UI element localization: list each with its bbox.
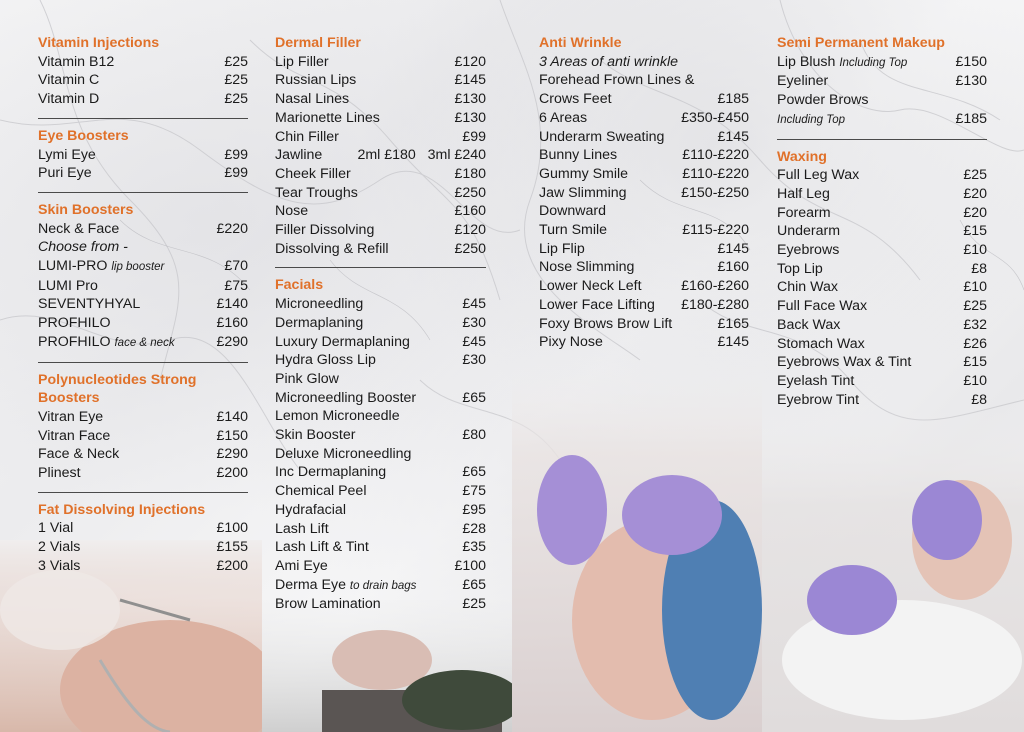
item-name: Stomach Wax [777,335,865,352]
price-row [275,240,486,259]
item-name: Lash Lift & Tint [275,539,369,556]
item-name: Forehead Frown Lines & [539,72,695,89]
price-row [539,202,749,221]
item-name: 1 Vial [38,520,74,537]
price-row [275,184,486,203]
item-price: £99 [224,165,248,182]
price-row [539,146,749,165]
item-name: Hydrafacial [275,501,346,518]
price-row [777,91,987,110]
item-price: £220 [216,220,248,237]
item-price: £160-£260 [681,278,749,295]
section-divider [38,192,248,193]
price-row [275,595,486,614]
item-name: 6 Areas [539,109,588,126]
item-price: £145 [454,72,486,89]
item-name: Full Leg Wax [777,167,860,184]
price-row [38,238,248,257]
price-column-2 [275,34,486,614]
price-row [539,53,749,72]
section-divider [777,139,987,140]
item-price: £160 [717,259,749,276]
price-row [539,165,749,184]
item-price: £25 [963,298,987,315]
section-waxing [777,148,987,410]
item-name: Lip Blush [777,53,836,70]
price-row [275,202,486,221]
price-row [539,315,749,334]
price-row [539,71,749,90]
item-name: Inc Dermaplaning [275,464,387,481]
item-price: £100 [454,557,486,574]
price-row [275,90,486,109]
item-price: £80 [462,427,486,444]
price-row [777,110,987,130]
item-price: £15 [963,354,987,371]
price-row [275,295,486,314]
item-name: Underarm Sweating [539,128,665,145]
price-row [38,71,248,90]
item-price: £130 [454,91,486,108]
item-name: 2 Vials [38,539,81,556]
item-name: Vitamin D [38,91,100,108]
price-row [275,351,486,370]
item-name: Microneedling [275,296,364,313]
item-price: £165 [717,315,749,332]
item-price: £32 [963,316,987,333]
item-name: Turn Smile [539,222,608,239]
price-row [38,333,248,353]
item-name: Pink Glow [275,370,339,387]
item-name: Foxy Brows Brow Lift [539,315,673,332]
item-name: Deluxe Microneedling [275,445,412,462]
treatment-photo-dermaplaning [262,600,512,732]
price-row [275,501,486,520]
price-row [539,90,749,109]
item-name: Nasal Lines [275,91,350,108]
price-row [275,576,486,596]
item-price: £250 [454,240,486,257]
price-row [777,372,987,391]
item-price: £155 [216,539,248,556]
section-title: Anti Wrinkle [539,35,622,51]
item-price: £65 [462,464,486,481]
item-price: £290 [216,333,248,350]
item-price: £350-£450 [681,109,749,126]
item-name: Lash Lift [275,520,329,537]
item-name: Eyebrows Wax & Tint [777,354,912,371]
item-name: Nose [275,203,309,220]
item-name-group [275,576,416,596]
section-skin-boosters [38,201,248,353]
price-row [38,257,248,277]
price-row [539,240,749,259]
price-row [275,520,486,539]
price-row [539,221,749,240]
item-name: Crows Feet [539,91,612,108]
section-title: Semi Permanent Makeup [777,35,945,51]
section-fat-dissolving [38,501,248,576]
item-name: LUMI Pro [38,277,98,294]
item-price: £75 [224,277,248,294]
item-price: £185 [955,110,987,127]
item-price: £140 [216,408,248,425]
section-dermal-filler [275,34,486,258]
price-row [38,53,248,72]
item-price: £200 [216,465,248,482]
price-row [275,538,486,557]
item-price: £115-£220 [682,222,749,239]
item-name: Tear Troughs [275,184,358,201]
price-column-1 [38,34,248,576]
item-price: £160 [454,203,486,220]
price-row [38,557,248,576]
section-divider [38,118,248,119]
price-row [539,333,749,352]
price-row [539,258,749,277]
item-price: £110-£220 [682,147,749,164]
item-name: Chin Filler [275,128,339,145]
section-title: Eye Boosters [38,127,129,144]
item-name: Eyebrow Tint [777,391,860,408]
price-row [275,146,486,165]
item-price: £250 [454,184,486,201]
price-row [777,222,987,241]
price-row [38,464,248,483]
price-row [275,389,486,408]
item-name: Half Leg [777,185,830,202]
section-divider [275,267,486,268]
section-facials [275,276,486,614]
item-name: Lemon Microneedle [275,408,400,425]
item-name: Lip Filler [275,53,329,70]
item-name-group [777,110,845,130]
item-name: Cheek Filler [275,165,351,182]
price-row [38,164,248,183]
price-row [539,109,749,128]
price-row [777,278,987,297]
item-name: Dermaplaning [275,314,364,331]
item-name: SEVENTYHYAL [38,296,141,313]
item-price: £45 [462,296,486,313]
price-row [275,165,486,184]
price-row [777,185,987,204]
item-name: Powder Brows [777,92,869,109]
price-row [275,109,486,128]
item-price: £20 [963,204,987,221]
price-row [38,445,248,464]
item-name: Forearm [777,204,831,221]
item-name: Filler Dissolving [275,222,375,239]
price-column-3 [539,34,749,352]
price-row [275,314,486,333]
price-row [777,166,987,185]
item-price: £130 [955,73,987,90]
item-price: £10 [963,279,987,296]
price-row [275,53,486,72]
item-price: £35 [462,539,486,556]
price-row [539,128,749,147]
price-column-4 [777,34,987,409]
item-name-group [38,257,164,277]
item-price: £95 [462,501,486,518]
item-name: Hydra Gloss Lip [275,352,376,369]
section-title: Facials [275,277,324,294]
item-price: £145 [717,334,749,351]
item-name: Eyeliner [777,73,829,90]
item-price: £45 [462,333,486,350]
item-name: 3 Vials [38,557,81,574]
item-price: £25 [963,167,987,184]
price-row [275,482,486,501]
dermaplaning-photo-art [262,600,512,732]
price-row [777,260,987,279]
item-name: Top Lip [777,260,823,277]
item-price: £10 [963,372,987,389]
item-name: Chemical Peel [275,483,367,500]
price-row [275,407,486,426]
price-row [38,295,248,314]
section-polynucleotides [38,371,248,483]
item-name: Microneedling Booster [275,389,417,406]
section-title: Polynucleotides Strong Boosters [38,371,197,407]
item-price: £145 [717,128,749,145]
item-name: Gummy Smile [539,165,629,182]
item-price: £25 [224,91,248,108]
price-row [777,297,987,316]
item-name: Lower Neck Left [539,278,642,295]
anti-wrinkle-photo-art [512,360,762,732]
price-row [275,557,486,576]
item-price: £30 [462,314,486,331]
item-name: Vitamin B12 [38,53,115,70]
item-price: £25 [224,53,248,70]
price-row [38,90,248,109]
price-row [275,128,486,147]
item-price: £99 [224,146,248,163]
item-price: £65 [462,389,486,406]
item-name: Chin Wax [777,279,838,296]
item-price: £140 [216,296,248,313]
item-name: 3 Areas of anti wrinkle [539,53,679,70]
section-title: Waxing [777,148,827,165]
item-name: PROFHILO [38,315,111,332]
price-row [777,53,987,73]
section-divider [38,362,248,363]
item-note: Including Top [839,56,908,69]
item-price: £110-£220 [682,165,749,182]
item-price: £150-£250 [681,184,749,201]
item-price: £100 [216,520,248,537]
item-name: Bunny Lines [539,147,618,164]
section-eye-boosters [38,127,248,183]
item-price: £65 [462,576,486,593]
item-note: to drain bags [349,579,417,592]
item-name: Luxury Dermaplaning [275,333,410,350]
item-name: Lip Flip [539,240,585,257]
item-price: £25 [224,72,248,89]
item-name: Nose Slimming [539,259,635,276]
item-name: PROFHILO [38,333,111,350]
price-row [777,204,987,223]
neck-photo-art [762,410,1024,732]
item-note: lip booster [111,261,165,274]
item-note: Including Top [777,113,845,126]
price-row [38,220,248,239]
item-price: £290 [216,446,248,463]
price-row [275,71,486,90]
price-row [38,408,248,427]
item-name: Face & Neck [38,446,120,463]
item-name: Pixy Nose [539,334,603,351]
item-name: Brow Lamination [275,596,381,613]
treatment-photo-neck [762,410,1024,732]
item-price: £30 [462,352,486,369]
item-price: £8 [971,260,987,277]
item-name: Vitran Eye [38,408,104,425]
item-price: £99 [462,128,486,145]
item-name: Neck & Face [38,220,120,237]
price-row [38,146,248,165]
item-name: Eyelash Tint [777,372,855,389]
price-row [777,72,987,91]
item-name: Choose from - [38,239,128,256]
item-price: £28 [462,520,486,537]
price-row [539,184,749,203]
item-price: £20 [963,185,987,202]
section-title: Dermal Filler [275,35,361,51]
price-row [275,221,486,240]
item-name-group [777,53,907,73]
item-price: £150 [955,53,987,70]
item-name: Jaw Slimming [539,184,627,201]
item-name: Back Wax [777,316,841,333]
price-row [539,277,749,296]
item-price: £120 [454,53,486,70]
price-row [38,538,248,557]
item-price: £10 [963,242,987,259]
item-name: Underarm [777,223,841,240]
item-name: Marionette Lines [275,109,380,126]
price-row [275,445,486,464]
item-name: Vitran Face [38,427,111,444]
item-price: £8 [971,391,987,408]
item-price: £120 [454,222,486,239]
price-row [275,370,486,389]
price-row [777,316,987,335]
item-price: £15 [963,223,987,240]
item-name: Skin Booster [275,427,356,444]
section-semi-permanent-makeup [777,34,987,130]
item-price: £26 [963,335,987,352]
item-name: Eyebrows [777,242,840,259]
price-row [275,463,486,482]
item-name: Puri Eye [38,165,92,182]
price-row [777,391,987,410]
item-name: Ami Eye [275,557,328,574]
item-note: face & neck [114,336,175,349]
item-price: £145 [717,240,749,257]
item-name: Jawline [275,147,323,164]
item-price: £200 [216,557,248,574]
section-title: Fat Dissolving Injections [38,501,206,518]
section-vitamin-injections [38,34,248,109]
price-row [777,241,987,260]
item-name-group [38,333,175,353]
price-row [38,314,248,333]
item-name: Full Face Wax [777,298,868,315]
item-name: Derma Eye [275,576,346,593]
section-anti-wrinkle [539,34,749,352]
item-name: Vitamin C [38,72,100,89]
section-title: Vitamin Injections [38,35,160,51]
item-price: 2ml £180 3ml £240 [357,147,486,164]
price-row [38,427,248,446]
item-price: £75 [462,483,486,500]
price-row [777,335,987,354]
item-price: £185 [717,91,749,108]
item-name: Lower Face Lifting [539,296,655,313]
item-price: £180-£280 [681,296,749,313]
item-price: £150 [216,427,248,444]
section-title: Skin Boosters [38,201,134,218]
item-name: LUMI-PRO [38,258,108,275]
item-name: Russian Lips [275,72,357,89]
price-row [275,333,486,352]
price-row [38,519,248,538]
item-name: Plinest [38,465,81,482]
item-name: Lymi Eye [38,146,96,163]
treatment-photo-anti-wrinkle [512,360,762,732]
item-price: £180 [454,165,486,182]
item-price: £70 [224,258,248,275]
section-divider [38,492,248,493]
price-row [539,296,749,315]
price-row [777,353,987,372]
item-price: £160 [216,315,248,332]
item-name: Downward [539,203,607,220]
item-price: £130 [454,109,486,126]
item-name: Dissolving & Refill [275,240,389,257]
item-price: £25 [462,596,486,613]
price-row [38,277,248,296]
price-row [275,426,486,445]
